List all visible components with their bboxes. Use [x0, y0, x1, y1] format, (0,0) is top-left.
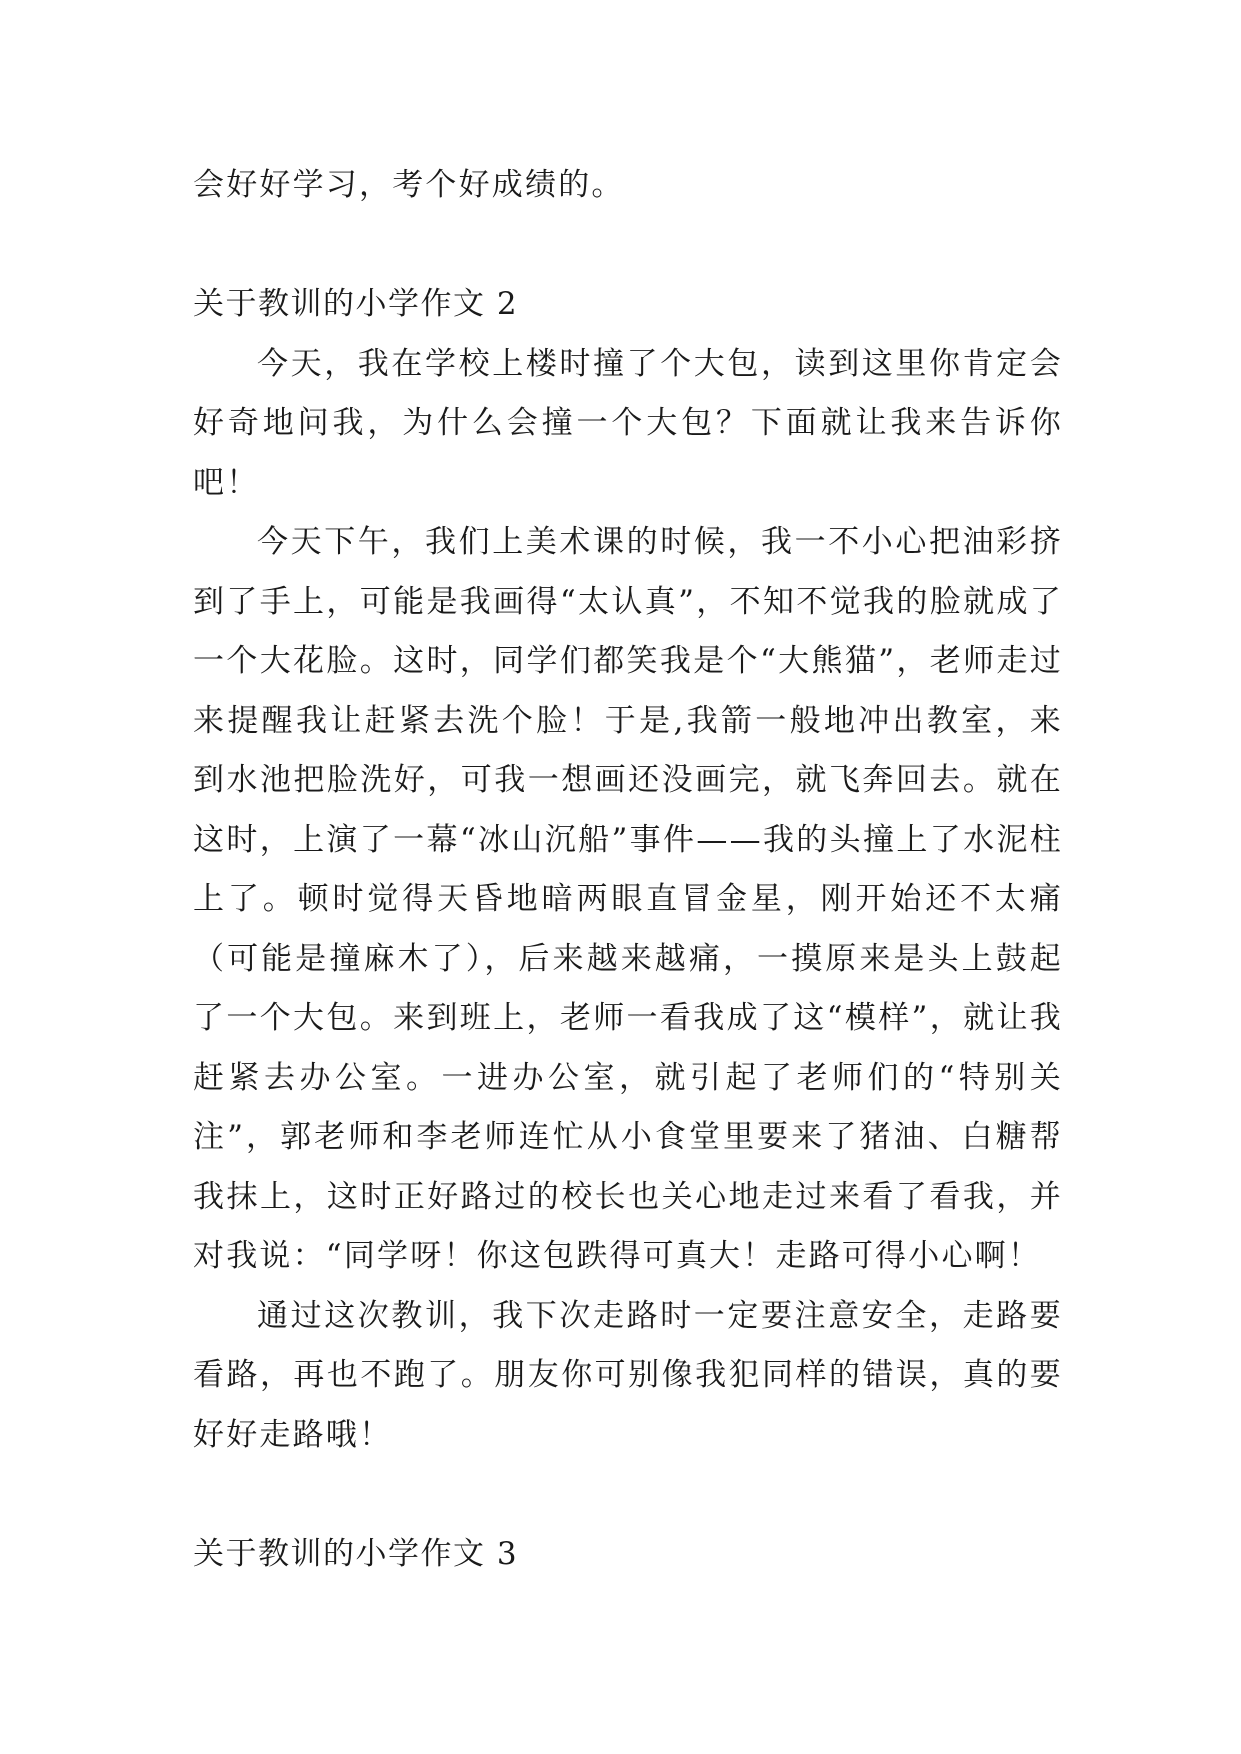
section-spacer	[193, 216, 1063, 276]
section-3-title: 关于教训的小学作文 3	[193, 1535, 519, 1572]
opening-line: 会好好学习，考个好成绩的。	[193, 167, 625, 203]
section-2-paragraph-1: 今天，我在学校上楼时撞了个大包，读到这里你肯定会好奇地问我，为什么会撞一个大包？下面就让我来告诉你吧！	[193, 345, 1063, 501]
section-2-paragraph-3: 通过这次教训，我下次走路时一定要注意安全，走路要看路，再也不跑了。朋友你可别像我犯同样的错误，真的要好好走路哦！	[193, 1297, 1063, 1453]
section-2-title: 关于教训的小学作文 2	[193, 286, 519, 322]
section-spacer	[193, 1465, 1063, 1525]
section-2-paragraph-2: 今天下午，我们上美术课的时候，我一不小心把油彩挤到了手上，可能是我画得“太认真”，不知不觉我的脸就成了一个大花脸。这时，同学们都笑我是个“大熊猫”，老师走过来提醒我让赶紧去洗个脸！于是,我箭一般地冲出教室，来到水池把脸洗好，可我一想画还没画完，就飞奔回去。就在这时，上演了一幕“冰山沉船”事件——我的头撞上了水泥柱上了。顿时觉得天昏地暗两眼直冒金星，刚开始还不太痛（可能是撞麻木了），后来越来越痛，一摸原来是头上鼓起了一个大包。来到班上，老师一看我成了这“模样”，就让我赶紧去办公室。一进办公室，就引起了老师们的“特别关注”，郭老师和李老师连忙从小食堂里要来了猪油、白糖帮我抹上，这时正好路过的校长也关心地走过来看了看我，并对我说：“同学呀！你这包跌得可真大！走路可得小心啊！	[193, 524, 1063, 1274]
document-body	[193, 156, 1063, 1584]
